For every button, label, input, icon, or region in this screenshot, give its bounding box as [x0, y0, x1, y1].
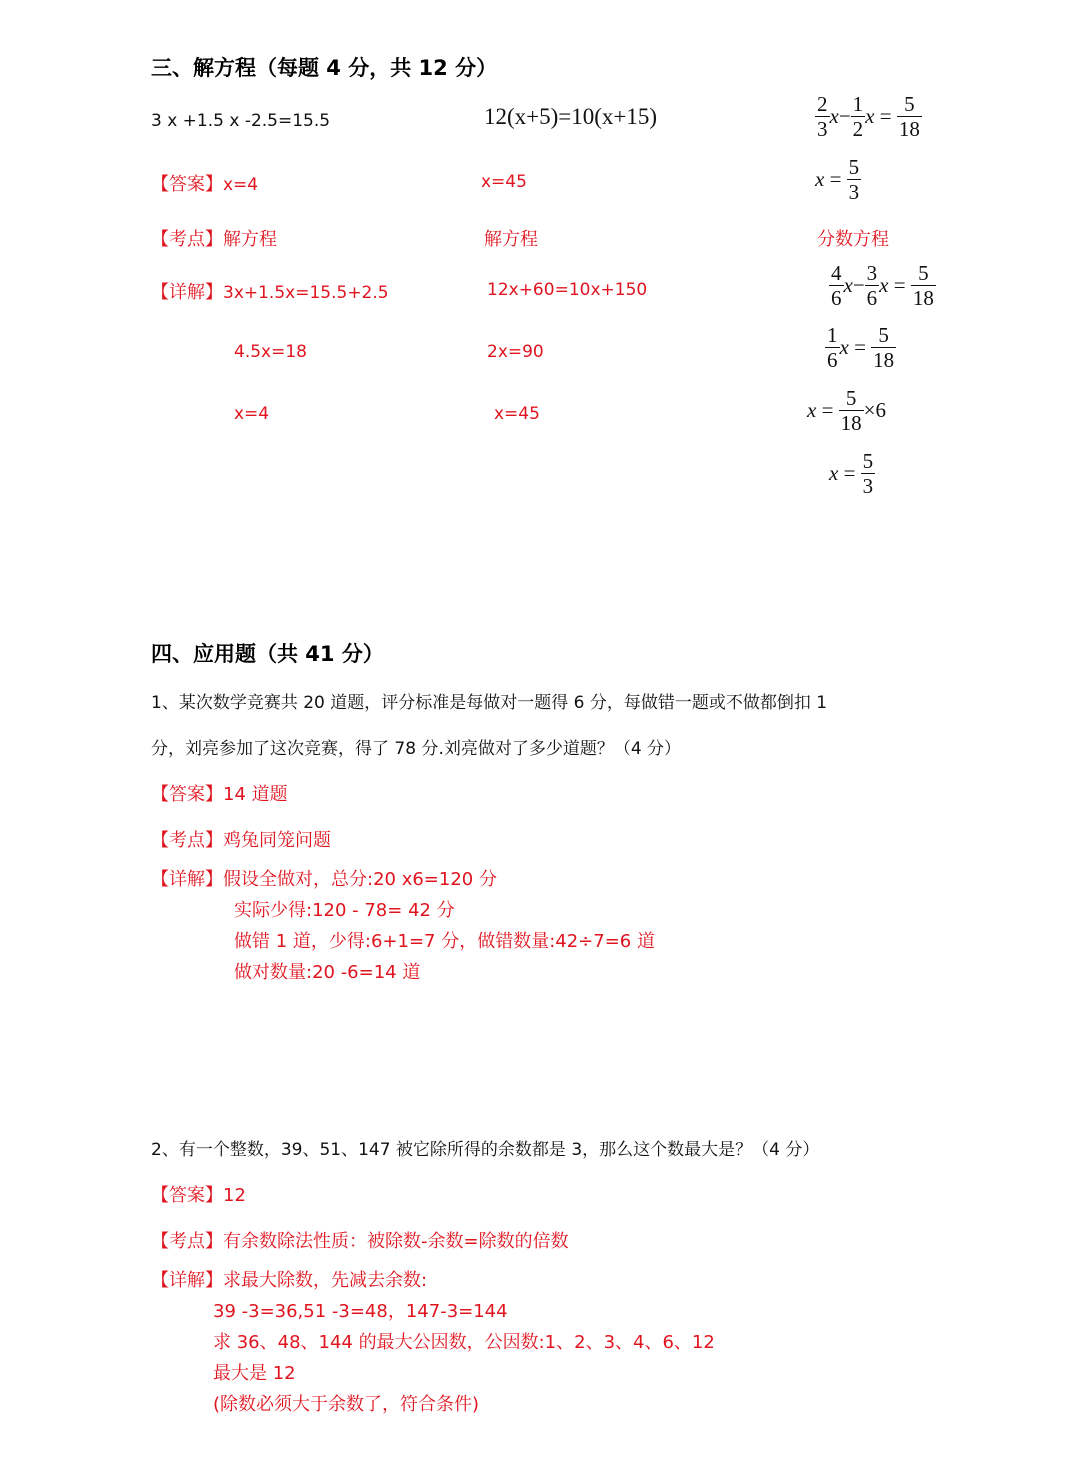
q1-topic-value: 鸡兔同笼问题: [223, 830, 331, 851]
q2-detail-4: 最大是 12: [213, 1363, 296, 1384]
step-1-2: 4.5x=18: [234, 342, 307, 362]
topic-1: 解方程: [223, 229, 277, 250]
q2-answer-value: 12: [223, 1185, 246, 1206]
step-3-1: $\frac{4}{6}$ x− $\frac{3}{6}$ x = $\frac{5}{18}$: [831, 261, 934, 310]
topic-label: 【考点】解方程: [151, 229, 277, 250]
q2-topic: 【考点】有余数除法性质：被除数-余数=除数的倍数: [151, 1231, 569, 1252]
topic-2: 解方程: [484, 229, 538, 250]
topic-3: 分数方程: [817, 229, 889, 250]
section-3-title: 三、解方程（每题 4 分，共 12 分）: [151, 56, 498, 80]
q1-topic: 【考点】鸡兔同笼问题: [151, 830, 331, 851]
q2-detail-2: 39 -3=36,51 -3=48，147-3=144: [213, 1301, 508, 1322]
equation-3: $\frac{2}{3}$ x− $\frac{1}{2}$ x = $\frac{5}{18}$: [817, 92, 920, 141]
q1-detail-4: 做对数量:20 -6=14 道: [234, 962, 421, 983]
q1-answer: 【答案】14 道题: [151, 784, 288, 805]
q2-line-1: 2、有一个整数，39、51、147 被它除所得的余数都是 3，那么这个数最大是？（4 分）: [151, 1140, 820, 1160]
q2-detail-1: 求最大除数，先减去余数:: [223, 1270, 428, 1291]
q1-line-1: 1、某次数学竞赛共 20 道题，评分标准是每做对一题得 6 分，每做错一题或不做都倒扣 1: [151, 693, 828, 713]
q2-detail-5: (除数必须大于余数了，符合条件): [213, 1394, 480, 1415]
q1-detail-1: 假设全做对，总分:20 x6=120 分: [223, 869, 497, 890]
step-3-2: $\frac{1}{6}$ x = $\frac{5}{18}$: [827, 323, 895, 372]
step-1-1: 3x+1.5x=15.5+2.5: [223, 283, 389, 303]
q1-detail-3: 做错 1 道，少得:6+1=7 分，做错数量:42÷7=6 道: [234, 931, 655, 952]
answer-3: x = $\frac{5}{3}$: [815, 155, 860, 204]
step-2-3: x=45: [494, 404, 540, 424]
step-3-3: x = $\frac{5}{18}$ ×6: [807, 386, 887, 435]
equation-2: 12(x+5)=10(x+15): [484, 104, 658, 129]
q2-topic-value: 有余数除法性质：被除数-余数=除数的倍数: [223, 1231, 569, 1252]
q1-detail: 【详解】假设全做对，总分:20 x6=120 分: [151, 869, 497, 890]
answer-1: x=4: [223, 175, 259, 195]
q1-detail-2: 实际少得:120 - 78= 42 分: [234, 900, 455, 921]
answer-label: 【答案】x=4: [151, 174, 259, 195]
equation-1: 3 x +1.5 x -2.5=15.5: [151, 111, 331, 131]
q1-answer-value: 14 道题: [223, 784, 288, 805]
step-3-4: x = $\frac{5}{3}$: [829, 449, 874, 498]
answer-2: x=45: [481, 172, 527, 192]
step-2-1: 12x+60=10x+150: [487, 280, 648, 300]
step-2-2: 2x=90: [487, 342, 544, 362]
q1-line-2: 分，刘亮参加了这次竞赛，得了 78 分.刘亮做对了多少道题？（4 分）: [151, 739, 682, 759]
q2-answer: 【答案】12: [151, 1185, 246, 1206]
step-1-3: x=4: [234, 404, 270, 424]
q2-detail: 【详解】求最大除数，先减去余数:: [151, 1270, 428, 1291]
q2-detail-3: 求 36、48、144 的最大公因数，公因数:1、2、3、4、6、12: [213, 1332, 715, 1353]
section-4-title: 四、应用题（共 41 分）: [151, 642, 384, 666]
detail-label: 【详解】3x+1.5x=15.5+2.5: [151, 282, 389, 303]
